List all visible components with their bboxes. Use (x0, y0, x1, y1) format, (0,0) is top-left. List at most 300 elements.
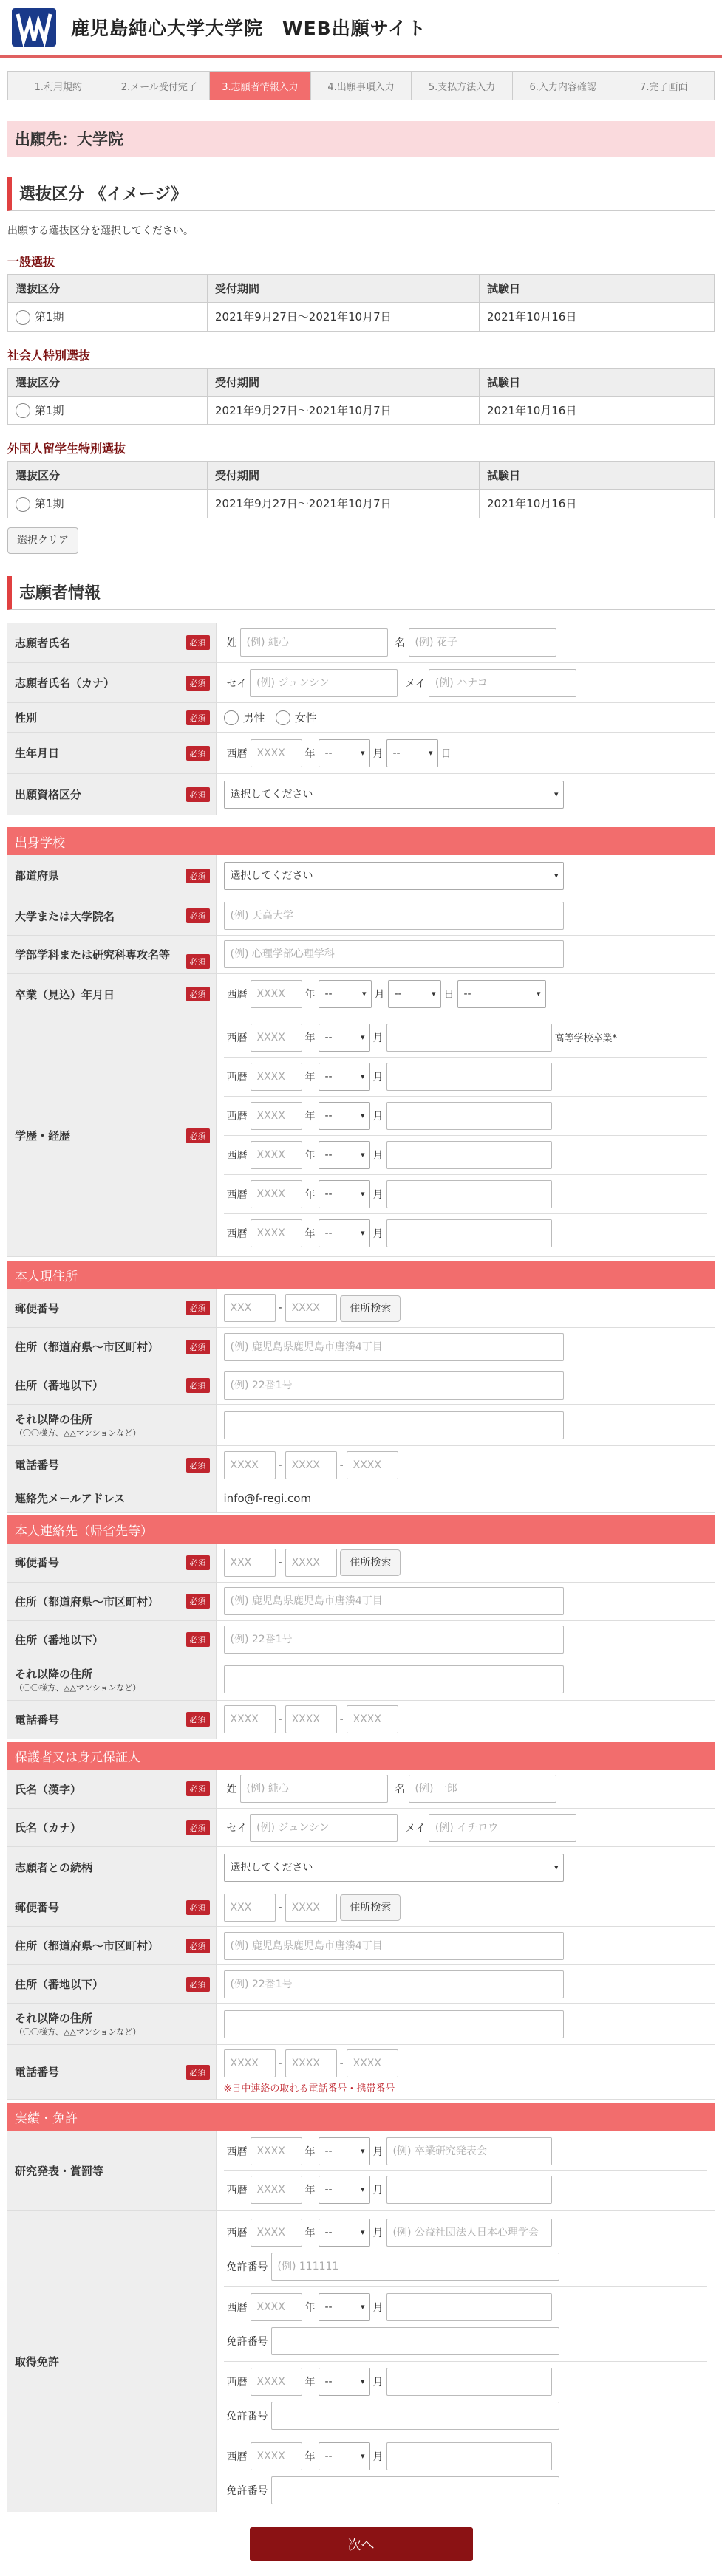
select-value: -- (324, 1109, 333, 1122)
step-3-current: 3.志願者情報入力 (210, 72, 311, 100)
required-badge: 必須 (186, 1555, 210, 1570)
month-label: 月 (372, 1032, 384, 1044)
field-label: 住所（都道府県〜市区町村） (15, 1340, 160, 1354)
field-sublabel: （〇〇様方、△△マンションなど） (15, 1682, 141, 1693)
birth-month-select[interactable] (319, 739, 370, 767)
required-badge: 必須 (186, 1301, 210, 1315)
field-label: 住所（都道府県〜市区町村） (15, 1594, 160, 1609)
license-year-input[interactable]: XXXX (251, 2293, 302, 2321)
female-label: 女性 (294, 710, 317, 724)
first-name-kana-input[interactable]: (例) ハナコ (429, 669, 576, 697)
license-no-input[interactable] (271, 2402, 559, 2430)
required-badge: 必須 (186, 787, 210, 802)
last-name-input[interactable]: (例) 純心 (240, 628, 388, 657)
research-year-input[interactable]: XXXX (251, 2176, 302, 2204)
required-badge: 必須 (186, 1781, 210, 1796)
required-badge: 必須 (186, 954, 210, 969)
step-4: 4.出願事項入力 (311, 72, 412, 100)
prefecture-select[interactable] (224, 862, 564, 890)
zip2-input[interactable]: XXXX (285, 1294, 337, 1322)
step-7: 7.完了画面 (613, 72, 714, 100)
select-value: -- (324, 2184, 333, 2196)
col-header: 受付期間 (208, 462, 480, 490)
month-label: 月 (374, 989, 385, 1001)
history-row (224, 1136, 708, 1175)
year-label: 年 (304, 1188, 316, 1201)
contact-tel2-input[interactable]: XXXX (285, 1705, 337, 1733)
exam-date-cell: 2021年10月16日 (480, 303, 715, 332)
birth-day-select[interactable] (386, 739, 438, 767)
required-badge: 必須 (186, 1939, 210, 1953)
history-row (224, 1058, 708, 1097)
history-text-input[interactable] (386, 1219, 552, 1247)
applicant-title: 志願者情報 (7, 576, 715, 610)
history-text-input[interactable] (386, 1024, 552, 1052)
col-header: 試験日 (480, 275, 715, 303)
tel3-input[interactable]: XXXX (347, 1451, 398, 1479)
required-badge: 必須 (186, 1378, 210, 1393)
exam-date-cell: 2021年10月16日 (480, 490, 715, 518)
year-label: 年 (304, 2377, 316, 2388)
grad-year-input[interactable]: XXXX (251, 980, 302, 1008)
history-year-input[interactable]: XXXX (251, 1141, 302, 1169)
guardian-address3-input[interactable] (224, 2010, 564, 2038)
select-value: -- (324, 2145, 333, 2157)
grad-day-select[interactable] (388, 980, 441, 1008)
next-button[interactable]: 次へ (250, 2527, 473, 2561)
exam-date-cell: 2021年10月16日 (480, 396, 715, 425)
required-badge: 必須 (186, 1712, 210, 1727)
last-name-kana-input[interactable]: (例) ジュンシン (250, 669, 398, 697)
field-label: 志願者氏名 (15, 636, 71, 650)
research-row (224, 2171, 708, 2209)
field-label: 住所（番地以下） (15, 1379, 104, 1392)
progress-steps (7, 71, 715, 100)
license-name-input[interactable] (386, 2442, 552, 2470)
required-badge: 必須 (186, 2065, 210, 2080)
license-month-select[interactable] (319, 2442, 370, 2470)
select-value: -- (324, 2450, 333, 2462)
license-block (224, 2287, 708, 2362)
chevron-down-icon: ▾ (360, 747, 365, 758)
license-block (224, 2213, 708, 2287)
field-label: 学歴・経歴 (15, 1129, 71, 1143)
required-badge: 必須 (186, 635, 210, 650)
era-label: 西暦 (226, 1228, 248, 1240)
required-badge: 必須 (186, 1977, 210, 1992)
results-band: 実績・免許 (7, 2103, 715, 2131)
field-label: 出願資格区分 (15, 788, 82, 801)
history-text-input[interactable] (386, 1102, 552, 1130)
license-name-input[interactable] (386, 2293, 552, 2321)
era-label: 西暦 (226, 1071, 248, 1083)
select-value: -- (324, 988, 333, 1000)
select-value: -- (463, 988, 471, 1000)
guardian-last-kana-input[interactable]: (例) ジュンシン (250, 1814, 398, 1842)
month-label: 月 (372, 2451, 384, 2463)
contact-address2-input[interactable]: (例) 22番1号 (224, 1626, 564, 1654)
step-2: 2.メール受付完了 (109, 72, 211, 100)
license-no-label: 免許番号 (226, 2261, 268, 2273)
category-international: 外国人留学生特別選抜 (7, 442, 126, 456)
era-label: 西暦 (226, 1188, 248, 1201)
month-label: 月 (372, 1071, 384, 1083)
required-badge: 必須 (186, 1458, 210, 1473)
destination-heading: 出願先：大学院 (7, 121, 715, 157)
research-text-input[interactable] (386, 2176, 552, 2204)
term-label: 第1期 (35, 497, 64, 510)
contact-form: 郵便番号 必須 XXX - XXXX 住所検索 住所（都道府県〜市区町村） 必須 (例) 鹿児島県鹿児島市唐湊4丁目 住所（番地以下） 必須 (例) 22番1号 それ以降の住所 （〇〇様方、△△マンションなど） 電話番号 必須 XXXX - XXXX - XXXX (7, 1544, 715, 1739)
contact-band: 本人連絡先（帰省先等） (7, 1515, 715, 1544)
field-label: 郵便番号 (15, 1301, 60, 1315)
year-label: 年 (304, 2227, 316, 2239)
guardian-form: 氏名（漢字） 必須 姓 (例) 純心 名 (例) 一郎 氏名（カナ） 必須 セイ (例) ジュンシン メイ (例) イチロウ 志願者との続柄 選択してください ▾ 郵便番号 必須 XXX - XXXX 住所検索 住所（都道府県〜市区町村） 必須 (例) 鹿児島県鹿児島市唐湊4丁目 住所（番地以下） 必須 (例) 22番1号 それ以降の住所 （〇〇様方、△△マンションなど） 電話番号 必須 XXXX - XXXX - XXXX ※日中連絡の取れる電話番号・携帯番号 (7, 1770, 715, 2100)
year-label: 年 (304, 747, 316, 760)
tel1-input[interactable]: XXXX (224, 1451, 276, 1479)
research-row (224, 2132, 708, 2171)
day-label: 日 (440, 747, 452, 760)
mei-label: 名 (395, 1784, 406, 1796)
field-label: 性別 (15, 711, 38, 724)
history-row (224, 1214, 708, 1253)
field-label: 学部学科または研究科専攻名等 (15, 948, 171, 962)
radio-button[interactable] (16, 497, 30, 512)
department-input[interactable]: (例) 心理学部心理学科 (224, 940, 564, 968)
mei-kana-label: メイ (405, 677, 426, 690)
col-header: 受付期間 (208, 275, 480, 303)
field-label: それ以降の住所 (15, 2012, 93, 2025)
license-block (224, 2436, 708, 2510)
grad-status-select[interactable] (457, 980, 546, 1008)
radio-button[interactable] (16, 310, 30, 325)
male-label: 男性 (242, 710, 265, 724)
field-label: 電話番号 (15, 2066, 60, 2079)
field-label: 研究発表・賞罰等 (15, 2164, 104, 2178)
guardian-first-name-input[interactable]: (例) 一郎 (409, 1775, 556, 1803)
history-year-input[interactable]: XXXX (251, 1219, 302, 1247)
category-working-adult: 社会人特別選抜 (7, 348, 91, 363)
period-cell: 2021年9月27日〜2021年10月7日 (208, 303, 480, 332)
era-label: 西暦 (226, 1110, 248, 1123)
category-general: 一般選抜 (7, 255, 55, 269)
license-year-input[interactable]: XXXX (251, 2219, 302, 2247)
address1-input[interactable]: (例) 鹿児島県鹿児島市唐湊4丁目 (224, 1333, 564, 1361)
field-label: 志願者氏名（カナ） (15, 676, 115, 690)
required-badge: 必須 (186, 908, 210, 923)
license-no-input[interactable] (271, 2476, 559, 2504)
chevron-down-icon: ▾ (360, 2185, 365, 2194)
period-cell: 2021年9月27日〜2021年10月7日 (208, 396, 480, 425)
day-label: 日 (443, 989, 454, 1001)
history-month-select[interactable] (319, 1102, 370, 1130)
select-value: -- (324, 2227, 333, 2238)
col-header: 選抜区分 (8, 462, 208, 490)
history-year-input[interactable]: XXXX (251, 1063, 302, 1091)
select-value: -- (324, 2301, 333, 2313)
history-row (224, 1018, 708, 1058)
era-label: 西暦 (226, 747, 248, 760)
field-label: それ以降の住所 (15, 1667, 93, 1681)
select-value: -- (392, 747, 401, 759)
chevron-down-icon: ▾ (360, 1228, 365, 1238)
qualification-select[interactable] (224, 781, 564, 809)
chevron-down-icon: ▾ (360, 1188, 365, 1199)
select-value: -- (324, 1227, 333, 1239)
history-month-select[interactable] (319, 1024, 370, 1052)
year-label: 年 (304, 1228, 316, 1240)
field-label: 大学または大学院名 (15, 909, 115, 923)
era-label: 西暦 (226, 1149, 248, 1162)
select-value: -- (324, 1148, 333, 1161)
history-row (224, 1097, 708, 1136)
chevron-down-icon: ▾ (360, 1071, 365, 1081)
license-month-select[interactable] (319, 2219, 370, 2247)
research-month-select[interactable] (319, 2176, 370, 2204)
guardian-first-kana-input[interactable]: (例) イチロウ (429, 1814, 576, 1842)
birth-year-input[interactable]: XXXX (251, 739, 302, 767)
guardian-tel3-input[interactable]: XXXX (347, 2049, 398, 2077)
field-label: 住所（番地以下） (15, 1978, 104, 1991)
history-text-input[interactable] (386, 1063, 552, 1091)
university-logo (7, 5, 61, 49)
research-text-input[interactable]: (例) 卒業研究発表会 (386, 2137, 552, 2165)
history-month-select[interactable] (319, 1063, 370, 1091)
history-row (224, 1175, 708, 1214)
female-radio[interactable] (276, 710, 290, 725)
history-year-input[interactable]: XXXX (251, 1102, 302, 1130)
license-name-input[interactable] (386, 2368, 552, 2396)
field-sublabel: （〇〇様方、△△マンションなど） (15, 1428, 141, 1438)
field-label: 電話番号 (15, 1459, 60, 1472)
field-label: 住所（都道府県〜市区町村） (15, 1939, 160, 1953)
license-year-input[interactable]: XXXX (251, 2442, 302, 2470)
select-value: -- (324, 1188, 333, 1200)
license-month-select[interactable] (319, 2293, 370, 2321)
contact-zip1-input[interactable]: XXX (224, 1549, 276, 1577)
sei-kana-label: セイ (226, 677, 248, 690)
sei-label: 姓 (226, 1784, 237, 1796)
required-badge: 必須 (186, 746, 210, 761)
contact-tel3-input[interactable]: XXXX (347, 1705, 398, 1733)
clear-selection-button[interactable]: 選択クリア (7, 527, 78, 554)
contact-address3-input[interactable] (224, 1665, 564, 1693)
guardian-address2-input[interactable]: (例) 22番1号 (224, 1970, 564, 1998)
applicant-form (7, 623, 715, 816)
era-label: 西暦 (226, 2451, 248, 2463)
chevron-down-icon: ▾ (536, 989, 541, 998)
step-1: 1.利用規約 (8, 72, 109, 100)
select-value: 選択してください (230, 788, 313, 801)
year-label: 年 (304, 2145, 316, 2158)
chevron-down-icon: ▾ (554, 789, 559, 799)
required-badge: 必須 (186, 1632, 210, 1647)
select-value: -- (324, 747, 333, 759)
required-badge: 必須 (186, 1900, 210, 1915)
history-suffix: 高等学校卒業* (554, 1033, 618, 1044)
selection-table-working-adult (7, 368, 715, 425)
month-label: 月 (372, 2302, 384, 2314)
required-badge: 必須 (186, 869, 210, 883)
license-year-input[interactable]: XXXX (251, 2368, 302, 2396)
chevron-down-icon: ▾ (360, 2451, 365, 2461)
guardian-zip2-input[interactable]: XXXX (285, 1894, 337, 1922)
chevron-down-icon: ▾ (554, 1862, 559, 1872)
sei-label: 姓 (226, 637, 237, 650)
sei-kana-label: セイ (226, 1822, 248, 1835)
address-search-button[interactable]: 住所検索 (340, 1295, 401, 1322)
select-value: -- (394, 988, 402, 1000)
male-radio[interactable] (224, 710, 239, 725)
year-label: 年 (304, 1149, 316, 1162)
license-no-label: 免許番号 (226, 2485, 268, 2497)
address-band: 本人現住所 (7, 1261, 715, 1289)
history-text-input[interactable] (386, 1141, 552, 1169)
license-no-input[interactable] (271, 2327, 559, 2355)
mei-kana-label: メイ (405, 1822, 426, 1835)
col-header: 試験日 (480, 368, 715, 396)
field-label: 電話番号 (15, 1713, 60, 1727)
month-label: 月 (372, 1149, 384, 1162)
term-label: 第1期 (35, 403, 64, 417)
month-label: 月 (372, 1188, 384, 1201)
selection-note: 出願する選抜区分を選択してください。 (7, 225, 194, 237)
tel-note: ※日中連絡の取れる電話番号・携帯番号 (223, 2083, 395, 2094)
chevron-down-icon: ▾ (360, 2227, 365, 2237)
university-input[interactable]: (例) 天高大学 (224, 902, 564, 930)
guardian-band: 保護者又は身元保証人 (7, 1742, 715, 1770)
select-value: 選択してください (230, 1861, 313, 1874)
license-no-label: 免許番号 (226, 2411, 268, 2422)
month-label: 月 (372, 2377, 384, 2388)
field-label: 住所（番地以下） (15, 1633, 104, 1647)
chevron-down-icon: ▾ (360, 2377, 365, 2386)
step-5: 5.支払方法入力 (412, 72, 513, 100)
chevron-down-icon: ▾ (554, 870, 559, 880)
required-badge: 必須 (186, 1128, 210, 1143)
guardian-zip1-input[interactable]: XXX (224, 1894, 276, 1922)
research-year-input[interactable]: XXXX (251, 2137, 302, 2165)
selection-title: 選抜区分 《イメージ》 (7, 177, 715, 211)
license-no-input[interactable]: (例) 111111 (271, 2253, 559, 2281)
address3-input[interactable] (224, 1411, 564, 1439)
era-label: 西暦 (226, 2145, 248, 2158)
required-badge: 必須 (186, 1340, 210, 1354)
guardian-tel1-input[interactable]: XXXX (224, 2049, 276, 2077)
history-month-select[interactable] (319, 1180, 370, 1208)
first-name-input[interactable]: (例) 花子 (409, 628, 556, 657)
selection-table-international (7, 461, 715, 518)
era-label: 西暦 (226, 1032, 248, 1044)
field-label: 志願者との続柄 (15, 1861, 93, 1874)
field-label: 生年月日 (15, 747, 60, 760)
license-month-select[interactable] (319, 2368, 370, 2396)
chevron-down-icon: ▾ (360, 1032, 365, 1042)
required-badge: 必須 (186, 1594, 210, 1609)
results-form (7, 2131, 715, 2512)
contact-address-search-button[interactable]: 住所検索 (340, 1549, 401, 1576)
month-label: 月 (372, 2227, 384, 2239)
chevron-down-icon: ▾ (360, 1149, 365, 1159)
mei-label: 名 (395, 637, 406, 650)
term-label: 第1期 (35, 310, 64, 323)
year-label: 年 (304, 2302, 316, 2314)
history-year-input[interactable]: XXXX (251, 1180, 302, 1208)
chevron-down-icon: ▾ (428, 747, 433, 758)
year-label: 年 (304, 1032, 316, 1044)
field-label: 氏名（漢字） (15, 1782, 82, 1796)
guardian-last-name-input[interactable]: (例) 純心 (240, 1775, 388, 1803)
col-header: 受付期間 (208, 368, 480, 396)
month-label: 月 (372, 747, 384, 760)
radio-button[interactable] (16, 403, 30, 418)
required-badge: 必須 (186, 676, 210, 691)
research-month-select[interactable] (319, 2137, 370, 2165)
month-label: 月 (372, 2145, 384, 2158)
license-no-label: 免許番号 (226, 2336, 268, 2348)
contact-zip2-input[interactable]: XXXX (285, 1549, 337, 1577)
field-label: 氏名（カナ） (15, 1821, 82, 1835)
site-title: 鹿児島純心大学大学院 WEB出願サイト (71, 18, 426, 39)
col-header: 選抜区分 (8, 368, 208, 396)
guardian-address-search-button[interactable]: 住所検索 (340, 1894, 401, 1921)
required-badge: 必須 (186, 987, 210, 1001)
step-6: 6.入力内容確認 (513, 72, 614, 100)
field-label: 卒業（見込）年月日 (15, 987, 115, 1001)
tel2-input[interactable]: XXXX (285, 1451, 337, 1479)
required-badge: 必須 (186, 1820, 210, 1835)
field-label: 郵便番号 (15, 1901, 60, 1914)
contact-address1-input[interactable]: (例) 鹿児島県鹿児島市唐湊4丁目 (224, 1587, 564, 1615)
field-sublabel: （〇〇様方、△△マンションなど） (15, 2027, 141, 2037)
col-header: 試験日 (480, 462, 715, 490)
select-value: 選択してください (230, 869, 313, 882)
field-label: それ以降の住所 (15, 1413, 93, 1426)
guardian-tel2-input[interactable]: XXXX (285, 2049, 337, 2077)
chevron-down-icon: ▾ (431, 989, 436, 998)
year-label: 年 (304, 989, 316, 1001)
relationship-select[interactable] (224, 1854, 564, 1882)
school-form (7, 855, 715, 1257)
license-name-input[interactable]: (例) 公益社団法人日本心理学会 (386, 2219, 552, 2247)
month-label: 月 (372, 2185, 384, 2196)
zip1-input[interactable]: XXX (224, 1294, 276, 1322)
chevron-down-icon: ▾ (361, 989, 367, 998)
grad-month-select[interactable] (319, 980, 372, 1008)
address-form: 郵便番号 必須 XXX - XXXX 住所検索 住所（都道府県〜市区町村） 必須 (例) 鹿児島県鹿児島市唐湊4丁目 住所（番地以下） 必須 (例) 22番1号 それ以降の住所 （〇〇様方、△△マンションなど） 電話番号 必須 XXXX - XXXX - XXXX 連絡先メールアドレス info@f-regi.com (7, 1289, 715, 1513)
year-label: 年 (304, 1110, 316, 1123)
col-header: 選抜区分 (8, 275, 208, 303)
field-label: 連絡先メールアドレス (15, 1492, 126, 1505)
guardian-address1-input[interactable]: (例) 鹿児島県鹿児島市唐湊4丁目 (224, 1932, 564, 1960)
license-block (224, 2362, 708, 2436)
history-text-input[interactable] (386, 1180, 552, 1208)
select-value: -- (324, 1031, 333, 1044)
era-label: 西暦 (226, 2302, 248, 2314)
contact-tel1-input[interactable]: XXXX (224, 1705, 276, 1733)
field-label: 都道府県 (15, 869, 60, 883)
period-cell: 2021年9月27日〜2021年10月7日 (208, 490, 480, 518)
history-year-input[interactable]: XXXX (251, 1024, 302, 1052)
month-label: 月 (372, 1110, 384, 1123)
year-label: 年 (304, 2451, 316, 2463)
address2-input[interactable]: (例) 22番1号 (224, 1371, 564, 1400)
month-label: 月 (372, 1228, 384, 1240)
field-label: 取得免許 (15, 2355, 60, 2368)
history-month-select[interactable] (319, 1219, 370, 1247)
history-month-select[interactable] (319, 1141, 370, 1169)
field-label: 郵便番号 (15, 1556, 60, 1570)
year-label: 年 (304, 1071, 316, 1083)
